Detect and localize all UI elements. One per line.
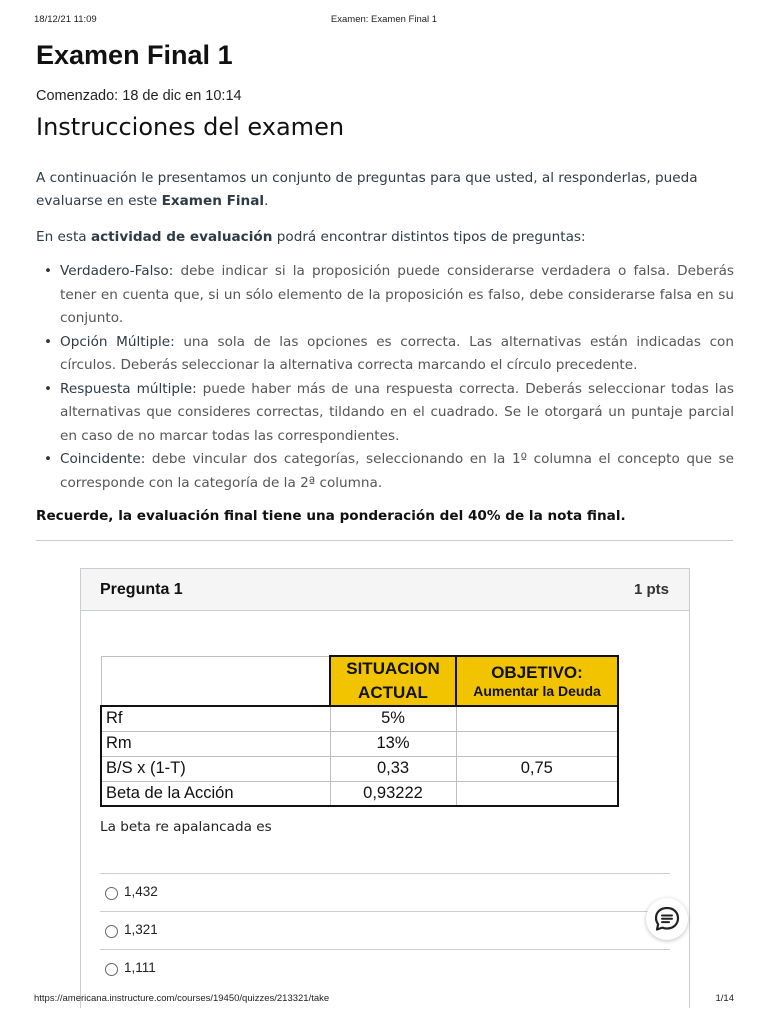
radio-button[interactable] [105, 963, 118, 976]
answer-option[interactable] [100, 911, 670, 949]
types-bold: actividad de evaluación [90, 229, 273, 245]
answer-label[interactable]: 1,111 [124, 960, 156, 975]
table-row [101, 731, 618, 756]
types-paragraph [36, 226, 736, 249]
type-desc: debe indicar si la proposición puede considerarse verdadera o falsa. Deberás tener en cuenta que, si un sólo elemento de la proposición es falso, debe considerarse falsa en su conjunto. [60, 263, 734, 326]
data-table [100, 655, 619, 807]
list-item [42, 260, 734, 331]
table-header-actual [330, 656, 456, 706]
header-objetivo-line1: OBJETIVO: [491, 663, 583, 682]
list-item [42, 378, 734, 449]
type-desc: debe vincular dos categorías, seleccionando en la 1º columna el concepto que se corresponde con la categoría de la 2ª columna. [60, 451, 734, 491]
answer-label[interactable]: 1,321 [124, 922, 158, 937]
question-types-list [42, 260, 734, 495]
table-row [101, 781, 618, 806]
chat-bubble-icon [653, 905, 681, 933]
row-label: Rf [101, 706, 330, 731]
row-actual: 0,93222 [330, 781, 456, 806]
table-header-objetivo [456, 656, 618, 706]
print-url: https://americana.instructure.com/courses/19450/quizzes/213321/take [34, 993, 330, 1004]
row-objetivo [456, 731, 618, 756]
answer-list [100, 873, 670, 987]
question-text: La beta re apalancada es [100, 819, 272, 835]
divider [36, 540, 733, 541]
answer-label[interactable]: 1,432 [124, 884, 158, 899]
print-page-number: 1/14 [715, 993, 734, 1004]
radio-button[interactable] [105, 887, 118, 900]
type-term: Respuesta múltiple: [60, 380, 197, 397]
question-header [81, 569, 689, 611]
table-row [101, 706, 618, 731]
row-objetivo [456, 706, 618, 731]
instructions-heading: Instrucciones del examen [36, 113, 345, 141]
types-text: En esta [36, 229, 91, 245]
table-header-row [101, 656, 618, 706]
question-card [80, 568, 690, 1008]
print-datetime: 18/12/21 11:09 [34, 14, 97, 25]
started-label: Comenzado: [36, 88, 119, 104]
type-desc: una sola de las opciones es correcta. Las alternativas están indicadas con círculos. Deberás seleccionar la alternativa correcta marcando el círculo precedente. [60, 333, 734, 373]
intro-end: . [264, 193, 269, 209]
row-actual: 0,33 [330, 756, 456, 781]
header-actual-line2: ACTUAL [358, 683, 428, 702]
type-term: Opción Múltiple: [60, 333, 175, 350]
answer-option[interactable] [100, 949, 670, 987]
started-info [36, 88, 242, 104]
radio-button[interactable] [105, 925, 118, 938]
quiz-title: Examen Final 1 [36, 40, 233, 70]
bullet-icon: • [44, 333, 53, 350]
chat-button[interactable] [646, 898, 688, 940]
question-name: Pregunta 1 [100, 581, 183, 598]
table-header-blank [101, 656, 330, 706]
answer-option[interactable] [100, 873, 670, 911]
table-row [101, 756, 618, 781]
types-end: podrá encontrar distintos tipos de preguntas: [272, 229, 586, 245]
type-term: Coincidente: [60, 451, 146, 467]
type-term: Verdadero-Falso: [60, 263, 174, 279]
header-actual-line1: SITUACION [346, 659, 440, 678]
row-actual: 5% [330, 706, 456, 731]
row-objetivo: 0,75 [456, 756, 618, 781]
intro-bold: Examen Final [161, 193, 265, 209]
bullet-icon: • [44, 380, 53, 397]
header-objetivo-line2: Aumentar la Deuda [473, 683, 601, 699]
row-label: Beta de la Acción [101, 781, 330, 806]
started-value: 18 de dic en 10:14 [122, 88, 242, 104]
bullet-icon: • [44, 263, 53, 279]
row-label: B/S x (1-T) [101, 756, 330, 781]
list-item [42, 331, 734, 378]
type-desc: puede haber más de una respuesta correcta. Deberás seleccionar todas las alternativas que consideres correctas, tildando en el cuadrado. Se le otorgará un puntaje parcial en caso de no marcar todas las correspondientes. [60, 380, 734, 444]
list-item [42, 448, 734, 495]
row-actual: 13% [330, 731, 456, 756]
print-footer [0, 993, 768, 1007]
row-label: Rm [101, 731, 330, 756]
question-points: 1 pts [633, 581, 669, 598]
bullet-icon: • [44, 451, 53, 467]
intro-text: A continuación le presentamos un conjunto de preguntas para que usted, al responderlas, pueda evaluarse en este [36, 170, 698, 209]
print-header [0, 14, 768, 28]
intro-paragraph [36, 167, 736, 213]
reminder-text: Recuerde, la evaluación final tiene una ponderación del 40% de la nota final. [36, 508, 626, 524]
row-objetivo [456, 781, 618, 806]
print-doc-title: Examen: Examen Final 1 [330, 14, 438, 25]
